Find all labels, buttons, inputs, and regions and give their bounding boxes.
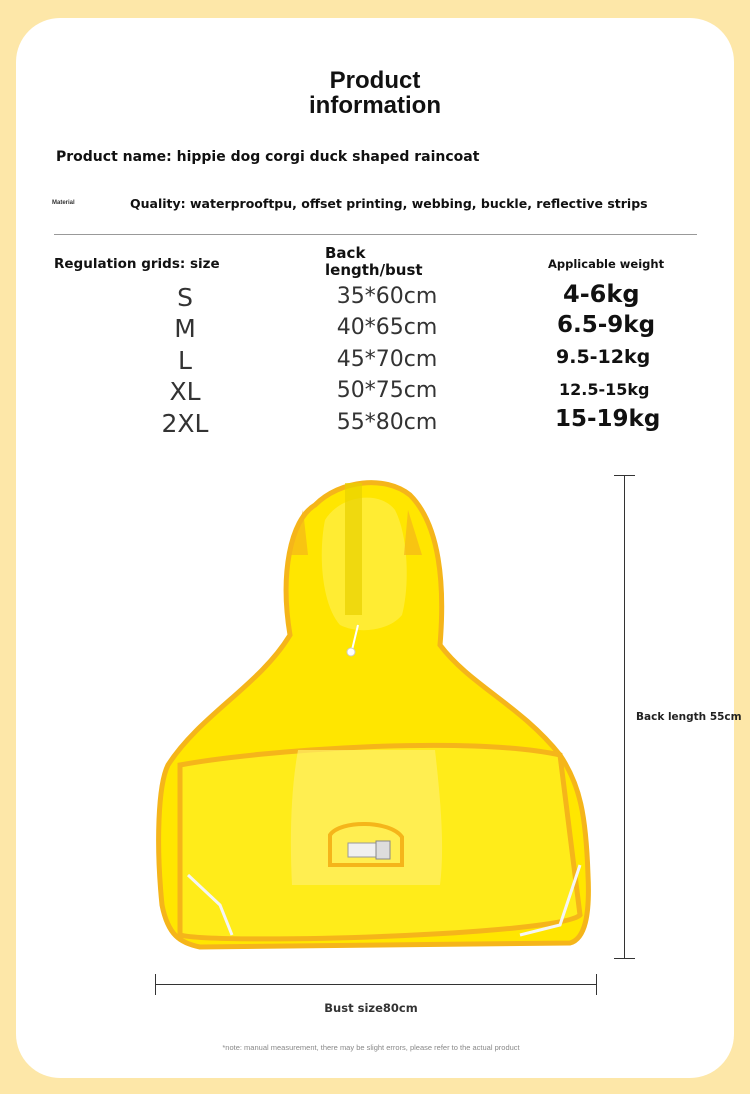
size-row <box>0 280 750 315</box>
divider <box>54 234 697 235</box>
buckle-clip <box>376 841 390 859</box>
hood-strap <box>345 483 362 615</box>
buckle <box>348 843 376 857</box>
back-bust-cell: 35*60cm <box>336 284 438 309</box>
size-row <box>0 314 750 346</box>
back-bust-cell: 40*65cm <box>336 315 438 340</box>
product-name: Product name: hippie dog corgi duck shaped raincoat <box>56 149 480 165</box>
material-label: Material <box>52 200 75 206</box>
back-length-cap-top <box>614 475 635 476</box>
back-length-line <box>624 475 625 959</box>
back-bust-header: Back length/bust <box>325 244 423 279</box>
raincoat-illustration <box>140 465 610 965</box>
bust-cap-left <box>155 974 156 995</box>
material-quality: Quality: waterprooftpu, offset printing, webbing, buckle, reflective strips <box>130 196 648 211</box>
bust-line <box>155 984 597 985</box>
weight-cell: 12.5-15kg <box>559 380 650 399</box>
weight-cell: 15-19kg <box>555 406 661 432</box>
back-bust-cell: 45*70cm <box>336 347 438 372</box>
hood <box>322 498 407 631</box>
bust-cap-right <box>596 974 597 995</box>
size-cell: L <box>178 346 192 375</box>
size-header: Regulation grids: size <box>54 256 220 272</box>
weight-header: Applicable weight <box>548 257 665 271</box>
size-row <box>0 406 750 441</box>
footnote: *note: manual measurement, there may be slight errors, please refer to the actual product <box>222 1043 520 1052</box>
size-cell: 2XL <box>161 409 209 438</box>
size-cell: M <box>174 314 196 343</box>
size-cell: S <box>177 283 193 312</box>
back-bust-cell: 55*80cm <box>336 410 438 435</box>
page-title <box>0 68 750 118</box>
title-line-2: information <box>309 92 441 119</box>
back-length-label: Back length 55cm <box>636 711 742 723</box>
drawstring-toggle <box>347 648 355 656</box>
weight-cell: 4-6kg <box>563 280 640 308</box>
back-length-cap-bottom <box>614 958 635 959</box>
weight-cell: 9.5-12kg <box>556 346 651 368</box>
bust-label: Bust size80cm <box>324 1001 418 1015</box>
size-row <box>0 377 750 409</box>
back-bust-cell: 50*75cm <box>336 378 438 403</box>
raincoat-image <box>140 465 610 965</box>
title-line-1: Product <box>329 67 421 94</box>
size-row <box>0 346 750 378</box>
size-cell: XL <box>169 377 201 406</box>
weight-cell: 6.5-9kg <box>557 312 656 338</box>
